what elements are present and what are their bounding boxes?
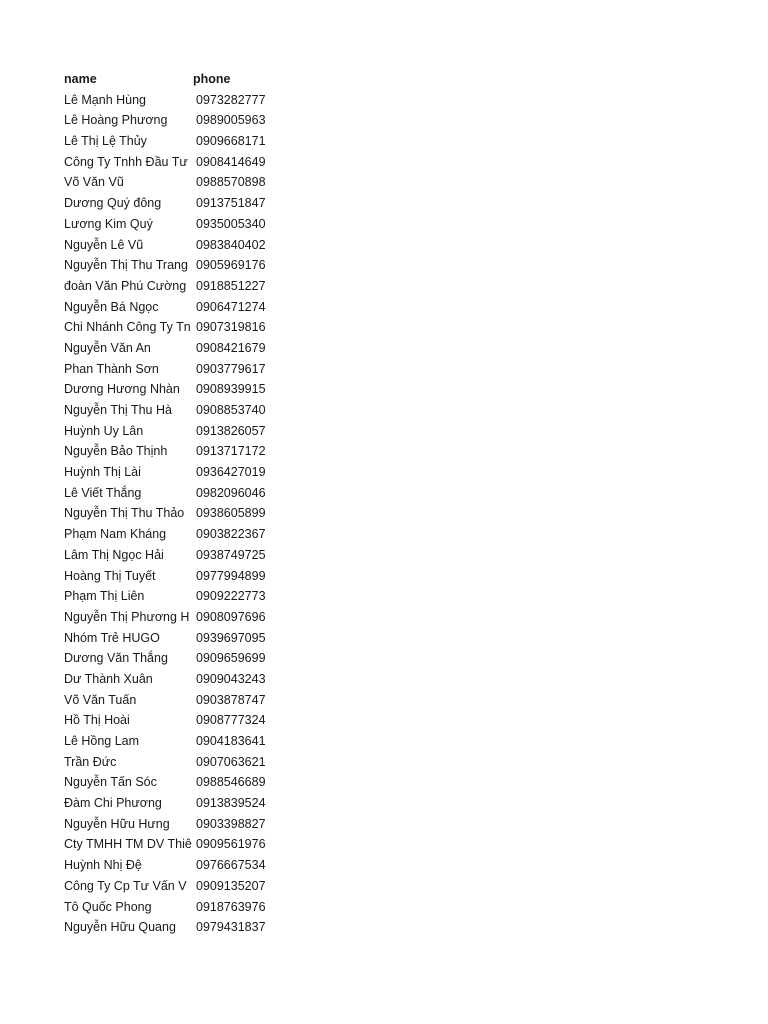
name-cell: Dương Văn Thắng (64, 651, 168, 666)
phone-cell: 0918851227 (196, 278, 266, 293)
phone-cell: 0977994899 (196, 568, 266, 583)
name-cell: Nguyễn Tấn Sóc (64, 775, 157, 790)
table-row (64, 193, 304, 214)
name-cell: Chi Nhánh Công Ty Tn (64, 320, 191, 335)
table-row (64, 235, 304, 256)
name-cell: Dương Quý đông (64, 196, 162, 211)
name-cell: Lê Viết Thắng (64, 485, 142, 500)
name-cell: Huỳnh Nhị Đệ (64, 858, 142, 873)
table-row (64, 338, 304, 359)
phone-cell: 0907063621 (196, 754, 266, 769)
phone-cell: 0908414649 (196, 154, 266, 169)
name-cell: Công Ty Tnhh Đầu Tư (64, 154, 188, 169)
phone-cell: 0938749725 (196, 547, 266, 562)
name-cell: Lê Mạnh Hùng (64, 92, 147, 107)
name-cell: Dư Thành Xuân (64, 671, 153, 686)
name-cell: Võ Văn Vũ (64, 175, 124, 190)
phone-cell: 0909561976 (196, 837, 266, 852)
name-cell: Nguyễn Thị Thu Hà (64, 403, 172, 417)
table-row (64, 110, 304, 131)
phone-cell: 0906471274 (196, 299, 266, 314)
name-cell: Võ Văn Tuấn (64, 692, 137, 707)
phone-cell: 0988570898 (196, 175, 266, 190)
table-row (64, 255, 304, 276)
phone-cell: 0982096046 (196, 485, 266, 500)
phone-cell: 0909668171 (196, 134, 266, 149)
table-row (64, 669, 304, 690)
phone-cell: 0903398827 (196, 816, 266, 831)
name-cell: Dương Hương Nhàn (64, 382, 180, 397)
table-row (64, 814, 304, 835)
phone-cell: 0908097696 (196, 609, 266, 624)
phone-cell: 0979431837 (196, 920, 266, 935)
table-row (64, 897, 304, 918)
table-row (64, 876, 304, 897)
name-cell: Hoàng Thị Tuyết (64, 568, 156, 583)
phone-cell: 0909135207 (196, 878, 266, 893)
table-row (64, 317, 304, 338)
table-row (64, 545, 304, 566)
table-row (64, 607, 304, 628)
table-row (64, 400, 304, 421)
name-cell: Nguyễn Lê Vũ (64, 237, 144, 252)
contact-table (64, 69, 304, 938)
phone-cell: 0973282777 (196, 92, 266, 107)
phone-cell: 0913826057 (196, 423, 266, 438)
name-cell: Nguyễn Thị Thu Thảo (64, 506, 185, 521)
phone-cell: 0909043243 (196, 671, 266, 686)
name-cell: Lê Thị Lệ Thủy (64, 134, 147, 149)
column-header-phone: phone (193, 72, 231, 86)
name-cell: Phạm Thị Liên (64, 589, 145, 604)
name-cell: Nguyễn Bảo Thịnh (64, 444, 168, 459)
table-row (64, 503, 304, 524)
table-row (64, 359, 304, 380)
table-row (64, 752, 304, 773)
phone-cell: 0909222773 (196, 589, 266, 604)
table-row (64, 690, 304, 711)
name-cell: Lê Hồng Lam (64, 734, 140, 748)
phone-cell: 0908421679 (196, 340, 266, 355)
phone-cell: 0903779617 (196, 361, 266, 376)
name-cell: đoàn Văn Phú Cường (64, 278, 187, 293)
name-cell: Hồ Thị Hoài (64, 713, 130, 728)
table-row (64, 297, 304, 318)
name-cell: Phạm Nam Kháng (64, 527, 167, 542)
column-header-name: name (64, 72, 97, 86)
table-row (64, 710, 304, 731)
phone-cell: 0989005963 (196, 113, 266, 128)
phone-cell: 0936427019 (196, 465, 266, 480)
table-row (64, 586, 304, 607)
name-cell: Phan Thành Sơn (64, 361, 159, 376)
phone-cell: 0905969176 (196, 258, 266, 273)
phone-cell: 0903878747 (196, 692, 266, 707)
phone-cell: 0913717172 (196, 444, 266, 459)
phone-cell: 0939697095 (196, 630, 266, 645)
table-row (64, 421, 304, 442)
table-row (64, 90, 304, 111)
phone-cell: 0913751847 (196, 196, 266, 211)
name-cell: Huỳnh Thị Lài (64, 465, 141, 480)
phone-cell: 0976667534 (196, 858, 266, 873)
phone-cell: 0903822367 (196, 527, 266, 542)
name-cell: Nguyễn Thị Thu Trang (64, 258, 188, 273)
name-cell: Công Ty Cp Tư Vấn V (64, 878, 187, 893)
table-row (64, 214, 304, 235)
name-cell: Nhóm Trẻ HUGO (64, 630, 160, 645)
table-row (64, 462, 304, 483)
table-row (64, 172, 304, 193)
phone-cell: 0983840402 (196, 237, 266, 252)
table-row (64, 276, 304, 297)
table-body (64, 90, 304, 938)
name-cell: Nguyễn Thị Phương H (64, 609, 190, 624)
phone-cell: 0988546689 (196, 775, 266, 790)
name-cell: Cty TMHH TM DV Thiê (64, 837, 192, 852)
table-row (64, 441, 304, 462)
table-row (64, 648, 304, 669)
name-cell: Lương Kim Quý (64, 216, 153, 231)
table-header-row (64, 69, 304, 90)
name-cell: Tô Quốc Phong (64, 899, 152, 914)
name-cell: Nguyễn Bá Ngọc (64, 299, 159, 314)
phone-cell: 0908777324 (196, 713, 266, 728)
table-row (64, 152, 304, 173)
table-row (64, 628, 304, 649)
phone-cell: 0908853740 (196, 403, 266, 417)
name-cell: Đàm Chi Phương (64, 796, 162, 811)
phone-cell: 0909659699 (196, 651, 266, 666)
table-row (64, 855, 304, 876)
table-row (64, 379, 304, 400)
table-row (64, 131, 304, 152)
table-row (64, 566, 304, 587)
table-row (64, 834, 304, 855)
name-cell: Nguyễn Văn An (64, 340, 151, 355)
phone-cell: 0935005340 (196, 216, 266, 231)
table-row (64, 731, 304, 752)
name-cell: Nguyễn Hữu Quang (64, 920, 176, 935)
name-cell: Lê Hoàng Phương (64, 113, 168, 128)
phone-cell: 0907319816 (196, 320, 266, 335)
table-row (64, 524, 304, 545)
phone-cell: 0918763976 (196, 899, 266, 914)
name-cell: Nguyễn Hữu Hưng (64, 816, 170, 831)
phone-cell: 0938605899 (196, 506, 266, 521)
phone-cell: 0913839524 (196, 796, 266, 811)
name-cell: Huỳnh Uy Lân (64, 423, 144, 438)
name-cell: Trần Đức (64, 754, 117, 769)
name-cell: Lâm Thị Ngọc Hải (64, 547, 164, 562)
phone-cell: 0904183641 (196, 734, 266, 748)
table-row (64, 793, 304, 814)
table-row (64, 483, 304, 504)
phone-cell: 0908939915 (196, 382, 266, 397)
table-row (64, 772, 304, 793)
table-row (64, 917, 304, 938)
